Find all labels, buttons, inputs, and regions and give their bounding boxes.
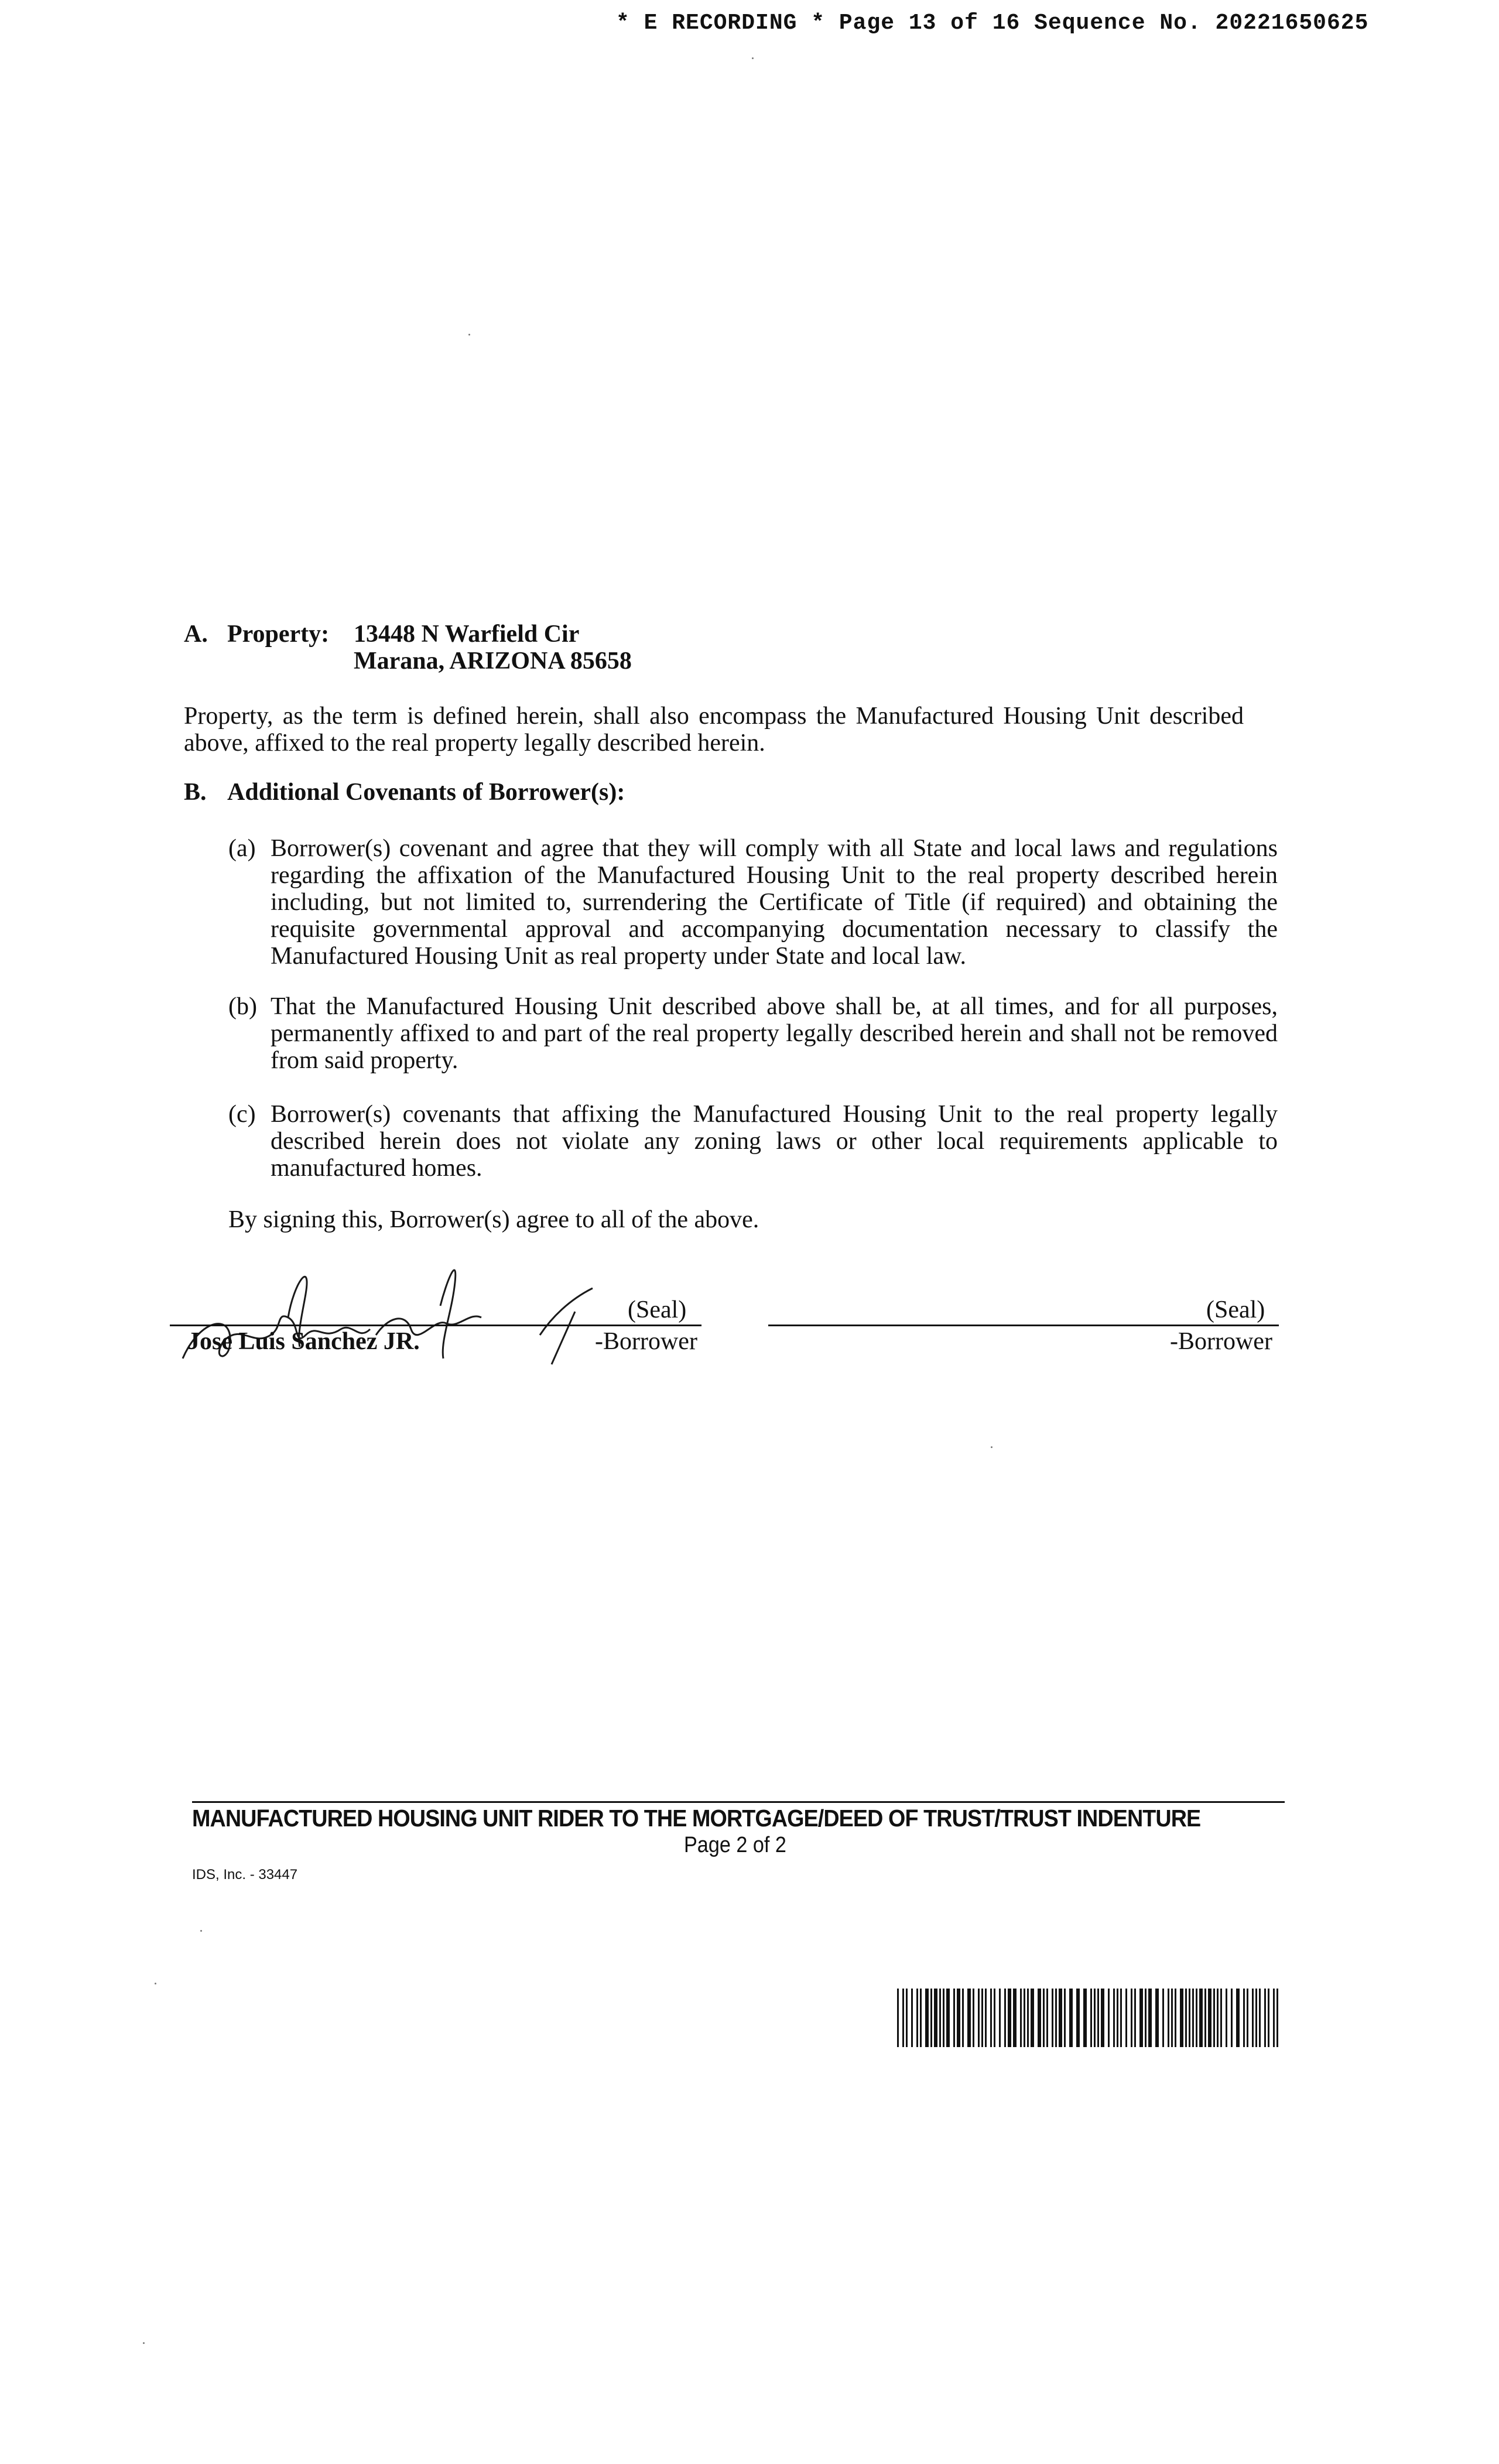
barcode-bar (939, 1989, 941, 2047)
borrower-name-1: Jose Luis Sanchez JR. (187, 1328, 420, 1355)
barcode (897, 1989, 1284, 2047)
covenant-c-marker: (c) (228, 1101, 256, 1128)
barcode-bar (978, 1989, 980, 2047)
barcode-bar (1134, 1989, 1136, 2047)
seal-label-2: (Seal) (1206, 1296, 1265, 1323)
barcode-bar (1192, 1989, 1194, 2047)
borrower-role-2: -Borrower (1170, 1328, 1272, 1355)
barcode-bar (1043, 1989, 1045, 2047)
scan-speck (752, 57, 754, 59)
barcode-bar (1120, 1989, 1122, 2047)
barcode-bar (943, 1989, 944, 2047)
barcode-bar (1131, 1989, 1132, 2047)
covenant-b-text: That the Manufactured Housing Unit described above shall be, at all times, and for all purposes, permanently affixed to and part of the real property legally described herein and shall not be removed from said property. (271, 993, 1278, 1074)
barcode-bar (1024, 1989, 1025, 2047)
barcode-bar (1217, 1989, 1219, 2047)
property-address-line2: Marana, ARIZONA 85658 (354, 648, 632, 675)
barcode-bar (1117, 1989, 1118, 2047)
barcode-bar (967, 1989, 971, 2047)
barcode-bar (1243, 1989, 1245, 2047)
covenant-a-marker: (a) (228, 835, 256, 862)
barcode-bar (902, 1989, 904, 2047)
barcode-bar (1185, 1989, 1187, 2047)
barcode-bar (1155, 1989, 1159, 2047)
barcode-bar (1273, 1989, 1275, 2047)
barcode-bar (962, 1989, 964, 2047)
barcode-bar (1268, 1989, 1269, 2047)
barcode-bar (1171, 1989, 1173, 2047)
barcode-bar (985, 1989, 987, 2047)
barcode-bar (1264, 1989, 1266, 2047)
barcode-bar (916, 1989, 918, 2047)
property-definition-paragraph: Property, as the term is defined herein, shall also encompass the Manufactured Housing Unit described above, affixed to the real property legally described herein. (184, 703, 1244, 757)
barcode-bar (1004, 1989, 1006, 2047)
barcode-bar (1208, 1989, 1211, 2047)
barcode-bar (897, 1989, 899, 2047)
barcode-bar (1276, 1989, 1278, 2047)
barcode-bar (1189, 1989, 1190, 2047)
barcode-bar (1020, 1989, 1022, 2047)
barcode-bar (1013, 1989, 1017, 2047)
barcode-bar (1090, 1989, 1092, 2047)
barcode-bar (1069, 1989, 1073, 2047)
form-code: IDS, Inc. - 33447 (192, 1867, 298, 1883)
barcode-bar (1231, 1989, 1233, 2047)
footer-page-number: Page 2 of 2 (684, 1833, 786, 1857)
covenant-b-marker: (b) (228, 993, 257, 1020)
barcode-bar (1064, 1989, 1066, 2047)
barcode-bar (1052, 1989, 1053, 2047)
barcode-bar (1038, 1989, 1041, 2047)
recording-header: * E RECORDING * Page 13 of 16 Sequence No. 20221650625 (616, 11, 1369, 36)
barcode-bar (1097, 1989, 1099, 2047)
scan-speck (991, 1446, 993, 1448)
scan-speck (468, 334, 470, 336)
barcode-bar (1139, 1989, 1143, 2047)
footer-title: MANUFACTURED HOUSING UNIT RIDER TO THE MORTGAGE/DEED OF TRUST/TRUST INDENTURE (192, 1805, 1201, 1832)
barcode-bar (1247, 1989, 1248, 2047)
barcode-bar (906, 1989, 908, 2047)
barcode-bar (1168, 1989, 1169, 2047)
barcode-bar (920, 1989, 922, 2047)
covenant-c-text: Borrower(s) covenants that affixing the Manufactured Housing Unit to the real property legally described herein does not violate any zoning laws or other local requirements applicable to manufactured homes. (271, 1101, 1278, 1182)
barcode-bar (1059, 1989, 1062, 2047)
barcode-bar (1008, 1989, 1011, 2047)
barcode-bar (957, 1989, 960, 2047)
barcode-bar (934, 1989, 937, 2047)
barcode-bar (1046, 1989, 1048, 2047)
barcode-bar (1226, 1989, 1227, 2047)
barcode-bar (1255, 1989, 1257, 2047)
covenant-a-text: Borrower(s) covenant and agree that they will comply with all State and local laws and regulations regarding the affixation of the Manufactured Housing Unit to the real property described herein including, but not limited to, surrendering the Certificate of Title (if required) and obtaining the requisite governmental approval and accompanying documentation necessary to classify the Manufactured Housing Unit as real property under State and local law. (271, 835, 1278, 970)
barcode-bar (1252, 1989, 1254, 2047)
signature-line-2 (768, 1325, 1279, 1326)
barcode-bar (930, 1989, 932, 2047)
barcode-bar (1101, 1989, 1104, 2047)
scan-speck (200, 1930, 202, 1932)
barcode-bar (1031, 1989, 1034, 2047)
barcode-bar (1027, 1989, 1029, 2047)
barcode-bar (1162, 1989, 1164, 2047)
footer-rule (192, 1801, 1285, 1803)
barcode-bar (1175, 1989, 1176, 2047)
section-a-label: A. (184, 621, 208, 648)
section-b-title: Additional Covenants of Borrower(s): (227, 779, 625, 806)
barcode-bar (973, 1989, 974, 2047)
barcode-bar (1196, 1989, 1197, 2047)
barcode-bar (1055, 1989, 1057, 2047)
barcode-bar (1094, 1989, 1096, 2047)
barcode-bar (999, 1989, 1001, 2047)
section-b-label: B. (184, 779, 207, 806)
barcode-bar (981, 1989, 983, 2047)
property-address-line1: 13448 N Warfield Cir (354, 621, 580, 648)
barcode-bar (1220, 1989, 1222, 2047)
barcode-bar (946, 1989, 950, 2047)
borrower-role-1: -Borrower (595, 1328, 697, 1355)
barcode-bar (1125, 1989, 1127, 2047)
barcode-bar (994, 1989, 995, 2047)
barcode-bar (1148, 1989, 1152, 2047)
barcode-bar (925, 1989, 929, 2047)
barcode-bar (1108, 1989, 1110, 2047)
seal-label-1: (Seal) (628, 1296, 687, 1323)
agreement-statement: By signing this, Borrower(s) agree to all of the above. (228, 1206, 759, 1233)
barcode-bar (1180, 1989, 1183, 2047)
barcode-bar (953, 1989, 955, 2047)
barcode-bar (1199, 1989, 1203, 2047)
barcode-bar (1145, 1989, 1147, 2047)
barcode-bar (990, 1989, 992, 2047)
scan-speck (155, 1983, 156, 1984)
barcode-bar (1236, 1989, 1240, 2047)
barcode-bar (911, 1989, 913, 2047)
barcode-bar (1213, 1989, 1215, 2047)
barcode-bar (1204, 1989, 1206, 2047)
signature-line-1 (170, 1325, 701, 1326)
scan-speck (143, 2342, 145, 2344)
barcode-bar (1076, 1989, 1080, 2047)
barcode-bar (1083, 1989, 1087, 2047)
barcode-bar (1113, 1989, 1115, 2047)
barcode-bar (1259, 1989, 1261, 2047)
section-a-title: Property: (227, 621, 330, 648)
